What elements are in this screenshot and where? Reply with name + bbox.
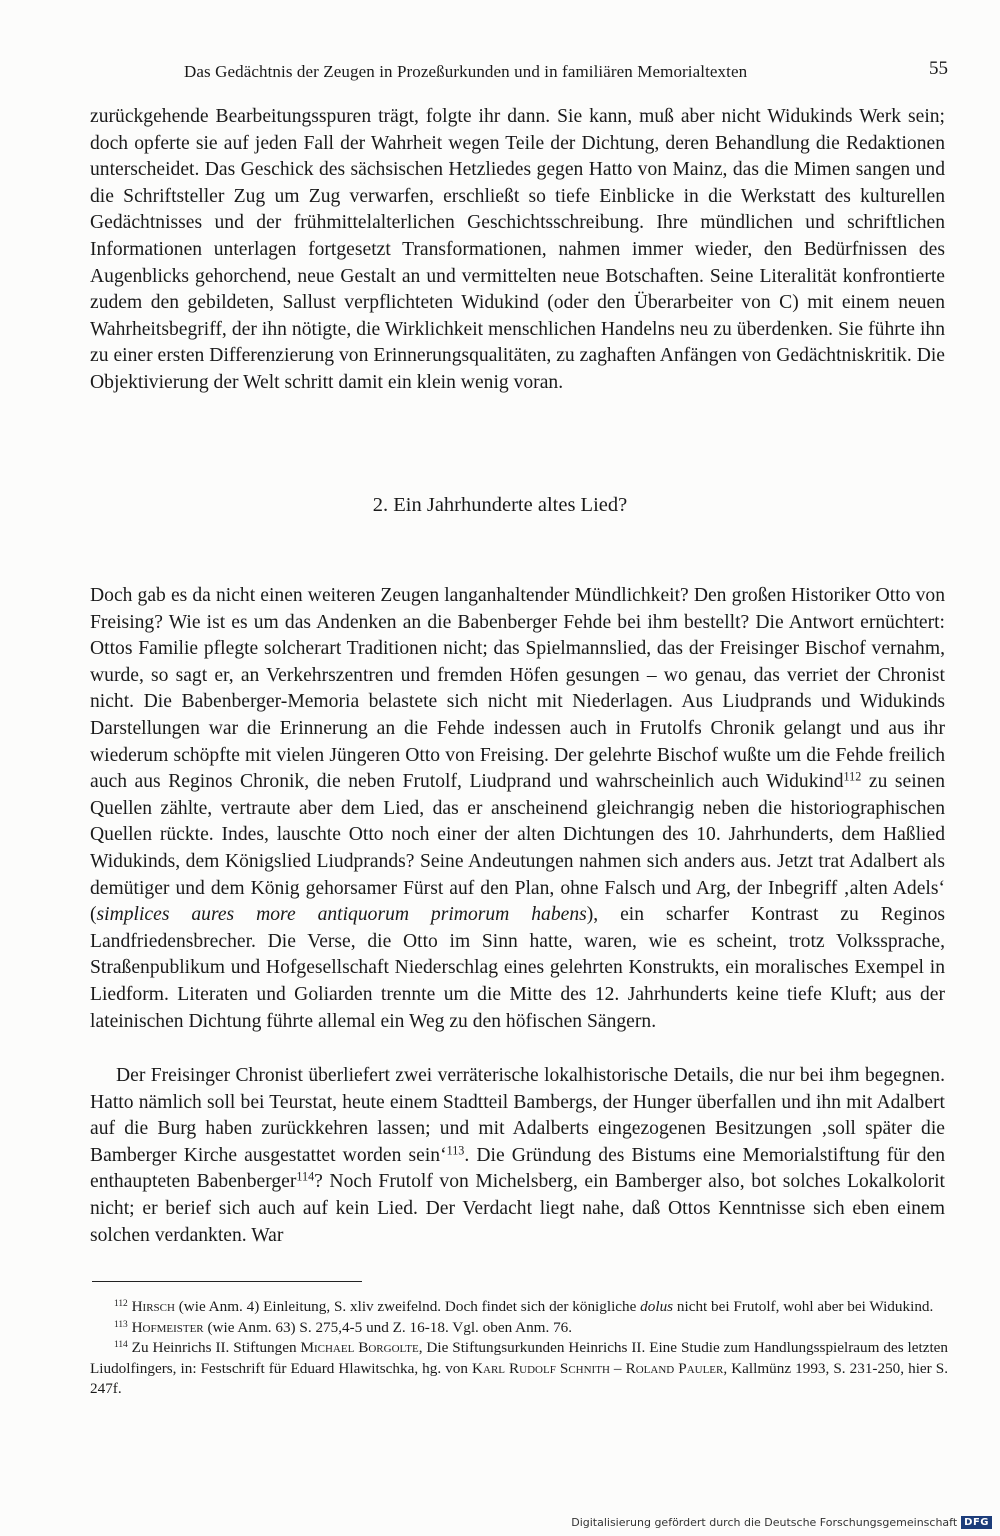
italic-term: dolus (640, 1298, 674, 1315)
footnotes (90, 1297, 948, 1400)
text-run: (wie Anm. 4) Einleitung, S. xliv zweifelnd. Doch findet sich der königliche (174, 1298, 641, 1315)
text-run: ), ein scharfer Kontrast zu Reginos Landfriedensbrecher. Die Verse, die Otto im Sinn hatte, waren, wie es scheint, trotz Volkssprache, Straßenpublikum und Hofgesellschaft Niederschlag eines gelehrten Konstrukts, ein moralisches Exempel in Liedform. Literaten und Goliarden trennte um die Mitte des 12. Jahrhunderts keine tiefe Kluft; aus der lateinischen Dichtung führte allemal ein Weg zu den höfischen Sängern. (90, 904, 945, 1032)
paragraph-otto (90, 583, 945, 1035)
paragraph-text: zurückgehende Bearbeitungsspuren trägt, folgte ihr dann. Sie kann, muß aber nicht Widukinds Werk sein; doch opferte sie auf jeden Fall der Wahrheit wegen Teile der Dichtung, deren Behandlung die Redaktionen unterscheidet. Das Geschick des sächsischen Hetzliedes gegen Hatto von Mainz, das die Mimen sangen und die Schriftsteller Zug um Zug verwarfen, erschließt so tiefe Einblicke in die Werkstatt des kulturellen Gedächtnisses und der frühmittelalterlichen Geschichtsschreibung. Ihre mündlichen und schriftlichen Informationen unterlagen fortgesetzt Transformationen, nahmen immer wieder, den Bedürfnissen des Augenblicks gehorchend, neue Gestalt an und vermittelten neue Botschaften. Seine Literalität konfrontierte zudem den gebildeten, Sallust verpflichteten Widukind (oder den Überarbeiter von C) mit einem neuen Wahrheitsbegriff, der ihn nötigte, die Wirklichkeit menschlichen Handelns neu zu überdenken. Sie führte ihn zu einer ersten Differenzierung von Erinnerungsqualitäten, zu zaghaften Anfängen von Gedächtniskritik. Die Objektivierung der Welt schritt damit ein klein wenig voran. (90, 106, 945, 393)
footnote-112 (90, 1297, 948, 1318)
paragraph-chronist (90, 1063, 945, 1249)
paragraph-continuation (90, 104, 945, 397)
footnote-divider (92, 1281, 362, 1282)
author-name: Roland Pauler (625, 1359, 724, 1377)
author-name: Hofmeister (131, 1318, 204, 1336)
text-run: nicht bei Frutolf, wohl aber bei Widukind. (673, 1298, 934, 1315)
text-run: Der Freisinger Chronist überliefert zwei verräterische lokalhistorische Details, die nur bei ihm begegnen. Hatto nämlich soll bei Teurstat, heute einem Stadtteil Bambergs, der Hunger überfallen und ihn mit Adalbert auf die Burg haben zurückkehren lassen; und mit Adalberts eingezogenen Besitzungen ‚soll später die Bamberger Kirche ausgestattet worden sein‘ (90, 1065, 945, 1166)
author-name: Hirsch (131, 1298, 175, 1315)
latin-quote: simplices aures more antiquorum primorum habens (96, 904, 587, 926)
footnote-ref-112[interactable]: 112 (843, 769, 862, 784)
footnote-114 (90, 1338, 948, 1400)
text-run: ? Noch Frutolf von Michelsberg, ein Bamberger also, bot solches Lokalkolorit nicht; er berief sich auch auf kein Lied. Der Verdacht liegt nahe, daß Ottos Kenntnisse sich eben einem solchen verdankten. War (90, 1171, 945, 1246)
text-run: (wie Anm. 63) S. 275,4-5 und Z. 16-18. Vgl. oben Anm. 76. (203, 1318, 573, 1336)
footnote-number: 112 (114, 1298, 128, 1309)
running-head-title: Das Gedächtnis der Zeugen in Prozeßurkunden und in familiären Memorialtexten (184, 62, 748, 81)
text-run: , Die Stiftungsurkunden Heinrichs II. Eine Studie zum Handlungsspielraum des letzten Liudolfingers, in: Festschrift für Eduard Hlawitschka, hg. von (90, 1339, 949, 1377)
footnote-ref-114[interactable]: 114 (296, 1169, 315, 1184)
text-run: . Die Gründung des Bistums eine Memorialstiftung für den enthaupteten Babenberger (90, 1144, 945, 1193)
footnote-number: 113 (114, 1319, 128, 1330)
footnote-ref-113[interactable]: 113 (446, 1143, 465, 1158)
section-heading: 2. Ein Jahrhunderte altes Lied? (372, 494, 628, 516)
paragraph-text (90, 1063, 945, 1249)
funding-note: Digitalisierung gefördert durch die Deutsche Forschungsgemeinschaft (571, 1515, 958, 1529)
author-name: Michael Borgolte (300, 1339, 419, 1356)
dfg-logo: DFG (961, 1516, 992, 1529)
text-run: , Kallmünz 1993, S. 231-250, hier S. 247f. (90, 1359, 949, 1397)
author-name: Karl Rudolf Schnith (472, 1359, 610, 1377)
text-run: Zu Heinrichs II. Stiftungen (127, 1339, 301, 1356)
footnote-113 (90, 1318, 948, 1339)
footnote-number: 114 (114, 1339, 128, 1350)
digitization-banner (571, 1512, 992, 1532)
page-number: 55 (929, 58, 948, 79)
text-run: zu seinen Quellen zählte, vertraute aber dem Lied, das er anscheinend gleichrangig neben die historiographischen Quellen rückte. Indes, lauschte Otto noch einer der alten Dichtungen des 10. Jahrhunderts, dem Haßlied Widukinds, dem Königslied Liudprands? Seine Andeutungen nahmen sich anders aus. Jetzt trat Adalbert als demütiger und dem König gehorsamer Fürst auf den Plan, ohne Falsch und Arg, der Inbegriff ‚alten Adels‘ ( (90, 771, 945, 926)
paragraph-text (90, 583, 945, 1035)
text-run: Doch gab es da nicht einen weiteren Zeugen langanhaltender Mündlichkeit? Den großen Historiker Otto von Freising? Wie ist es um das Andenken an die Babenberger Fehde bei ihm bestellt? Die Antwort ernüchtert: Ottos Familie pflegte solcherart Traditionen nicht; das Spielmannslied, das der Freisinger Bischof vernahm, wurde, so sagt er, an Verkehrszentren und fremden Höfen gesungen – wo genau, das verriet der Chronist nicht. Die Babenberger-Memoria belastete sich nicht mit Niederlagen. Aus Liudprands und Widukinds Darstellungen war die Erinnerung an die Fehde indessen auch in Frutolfs Chronik gelangt und aus ihr wiederum schöpfte mit vielen Jüngeren Otto von Freising. Der gelehrte Bischof wußte um die Fehde freilich auch aus Reginos Chronik, die neben Frutolf, Liudprand und wahrscheinlich auch Widukind (90, 585, 945, 793)
text-run: – (609, 1359, 626, 1377)
